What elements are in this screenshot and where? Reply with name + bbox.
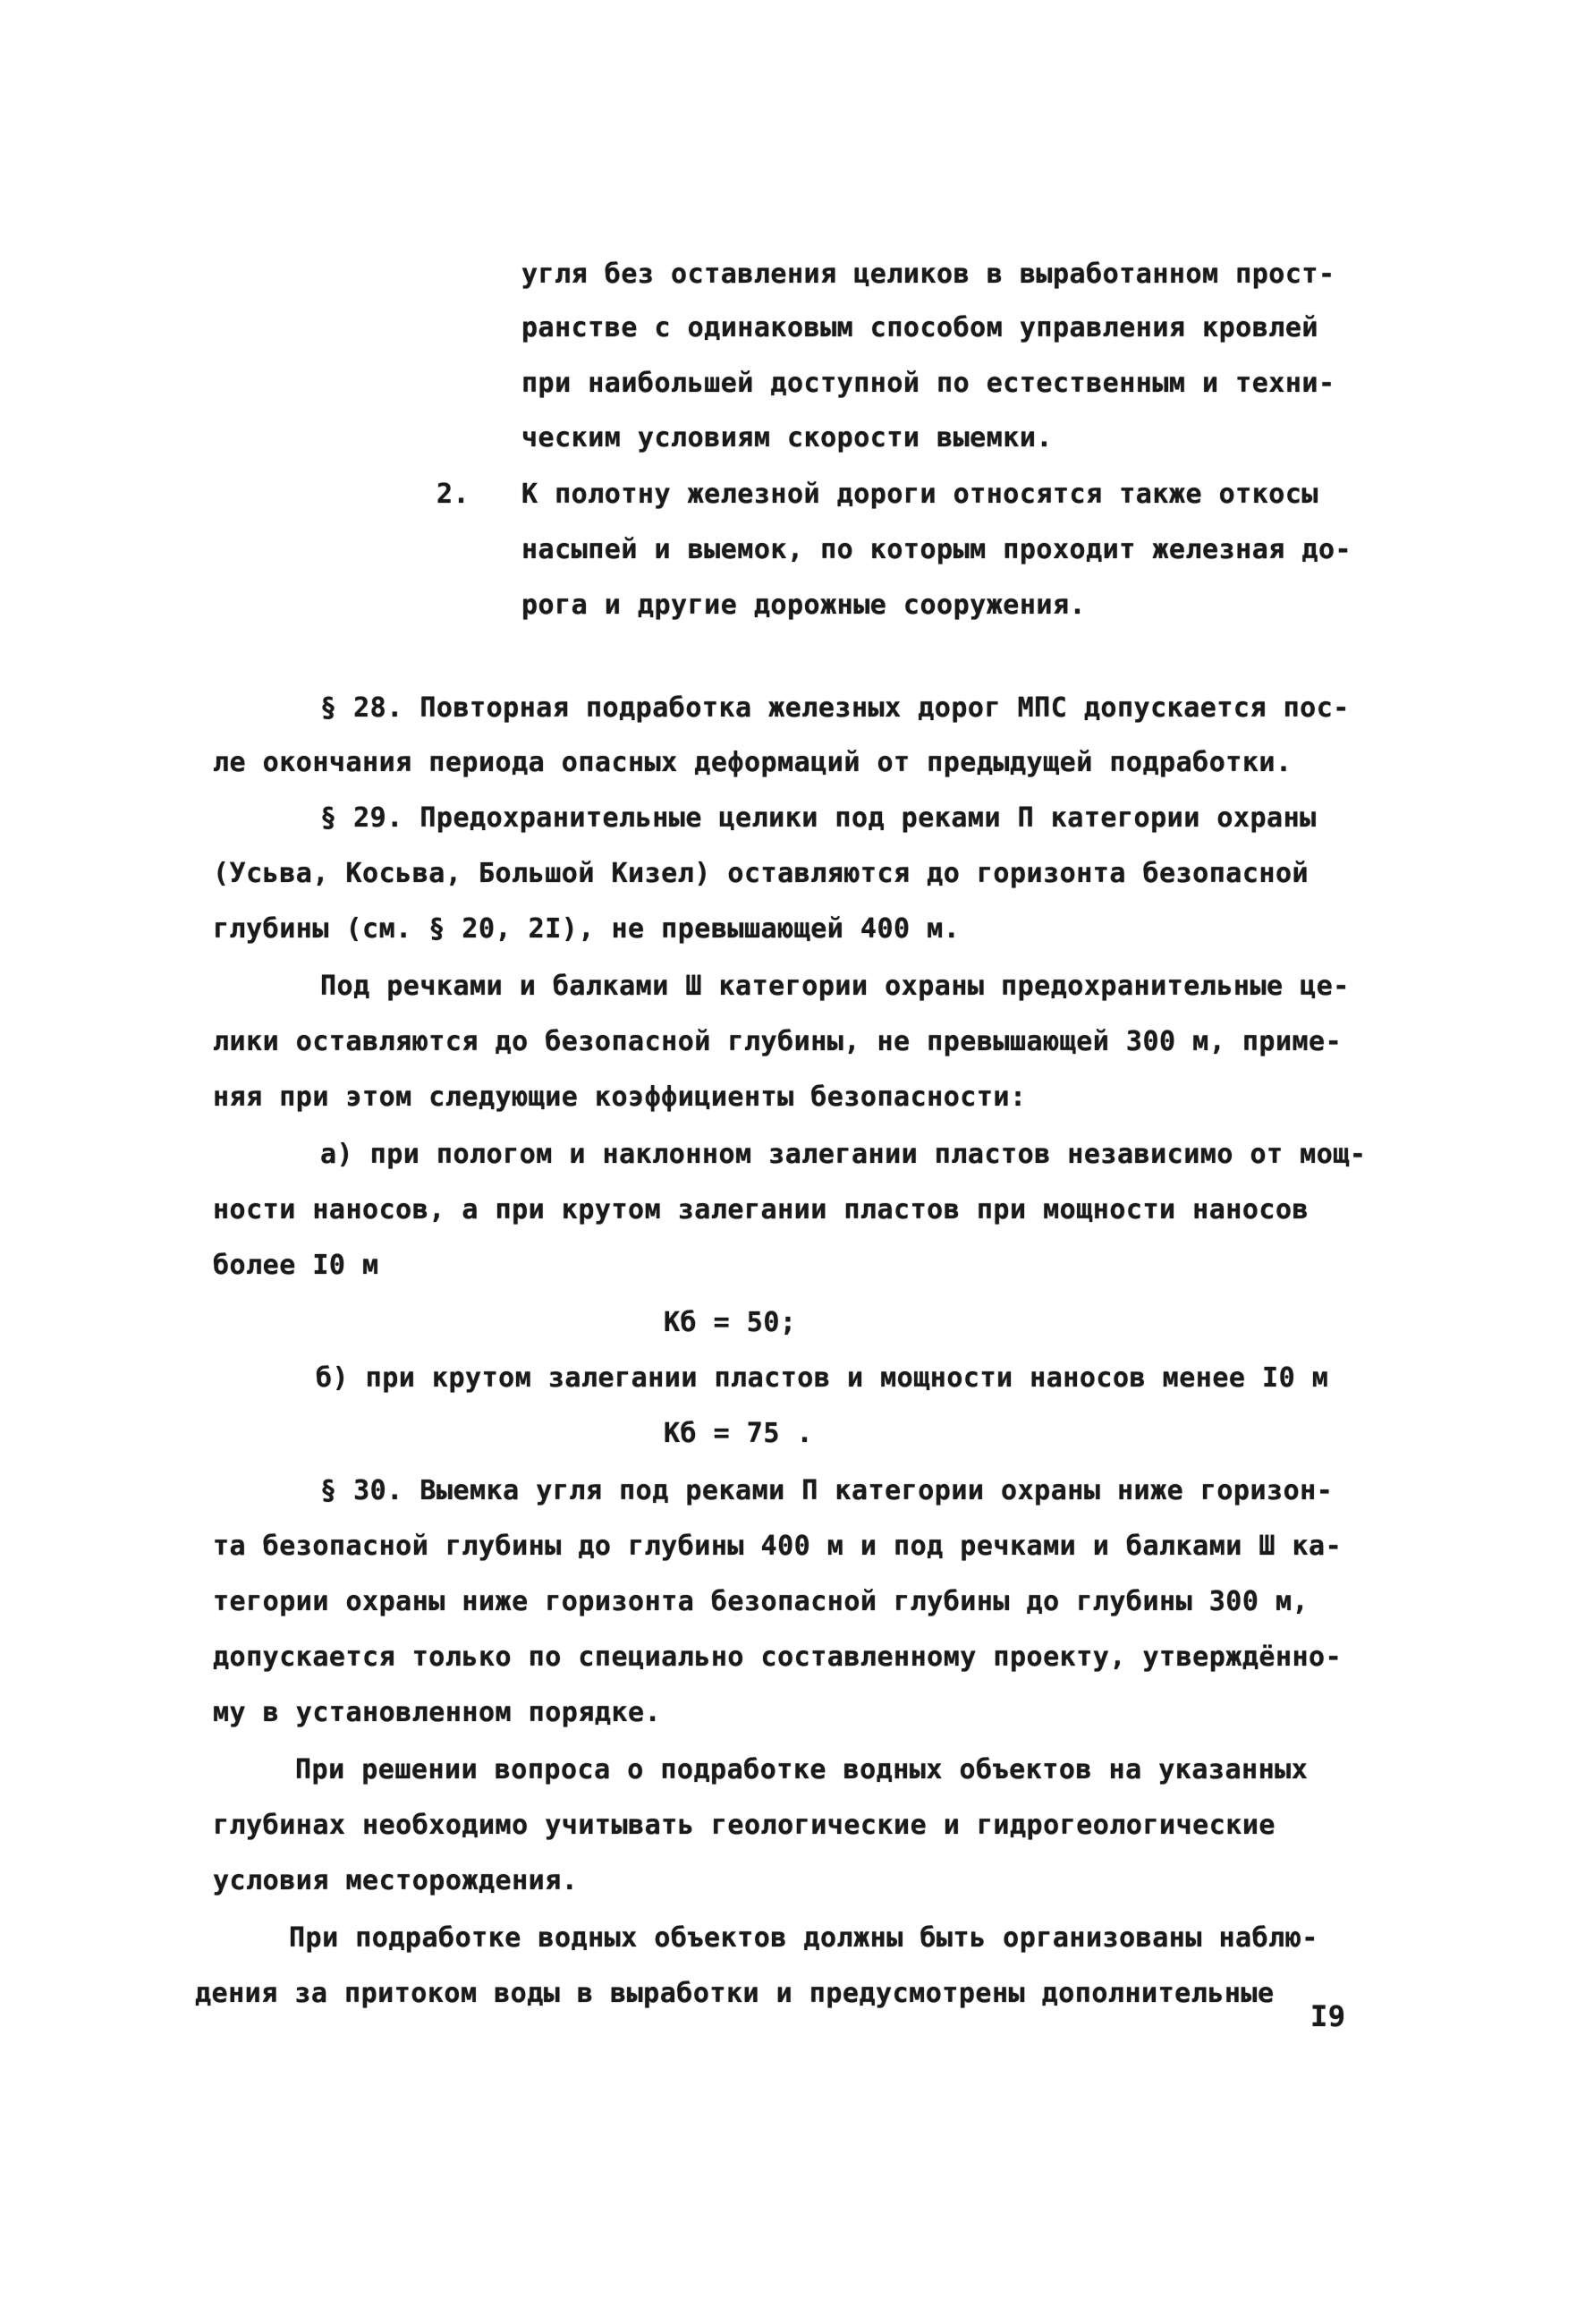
water-line-3: условия месторождения. xyxy=(213,1865,579,1896)
s30-line-4: допускается только по специально составленному проекту, утверждённо- xyxy=(213,1641,1343,1673)
note2-number: 2. xyxy=(437,479,470,510)
s28-line-1: § 28. Повторная подработка железных дорог МПС допускается пос- xyxy=(320,692,1350,724)
note1-line-3: при наибольшей доступной по естественным и техни- xyxy=(521,368,1335,399)
item-a-line-2: ности наносов, а при крутом залегании пластов при мощности наносов xyxy=(213,1194,1310,1226)
s29-line-1: § 29. Предохранительные целики под реками П категории охраны xyxy=(320,802,1317,834)
s30-line-2: та безопасной глубины до глубины 400 м и под речками и балками Ш ка- xyxy=(213,1531,1343,1562)
note2-line-2: насыпей и выемок, по которым проходит железная до- xyxy=(521,534,1352,565)
page-number: I9 xyxy=(1310,1999,1346,2033)
water-line-2: глубинах необходимо учитывать геологические и гидрогеологические xyxy=(213,1810,1276,1841)
note1-line-2: ранстве с одинаковым способом управления кровлей xyxy=(521,312,1318,344)
observe-line-1: При подработке водных объектов должны быть организованы наблю- xyxy=(289,1922,1318,1954)
item-a-line-3: более I0 м xyxy=(213,1250,379,1281)
rivers-line-2: лики оставляются до безопасной глубины, не превышающей 300 м, приме- xyxy=(213,1026,1343,1057)
item-a-formula: Кб = 50; xyxy=(664,1307,797,1338)
item-b-line-1: б) при крутом залегании пластов и мощности наносов менее I0 м xyxy=(316,1362,1329,1394)
rivers-line-3: няя при этом следующие коэффициенты безопасности: xyxy=(213,1081,1027,1113)
item-a-line-1: а) при пологом и наклонном залегании пластов независимо от мощ- xyxy=(320,1139,1367,1170)
s29-line-2: (Усьва, Косьва, Большой Кизел) оставляются до горизонта безопасной xyxy=(213,858,1310,889)
s30-line-5: му в установленном порядке. xyxy=(213,1697,662,1728)
note2-line-1: К полотну железной дороги относятся также откосы xyxy=(521,479,1318,510)
s29-line-3: глубины (см. § 20, 2I), не превышающей 400 м. xyxy=(213,913,961,945)
note1-line-1: угля без оставления целиков в выработанном прост- xyxy=(521,259,1335,290)
item-b-formula: Кб = 75 . xyxy=(664,1418,814,1449)
s30-line-3: тегории охраны ниже горизонта безопасной глубины до глубины 300 м, xyxy=(213,1586,1310,1617)
note1-line-4: ческим условиям скорости выемки. xyxy=(521,422,1053,454)
note2-line-3: рога и другие дорожные сооружения. xyxy=(521,589,1087,621)
s30-line-1: § 30. Выемка угля под реками П категории охраны ниже горизон- xyxy=(320,1475,1334,1506)
s28-line-2: ле окончания периода опасных деформаций от предыдущей подработки. xyxy=(213,747,1293,778)
observe-line-2: дения за притоком воды в выработки и предусмотрены дополнительные xyxy=(195,1978,1275,2009)
water-line-1: При решении вопроса о подработке водных объектов на указанных xyxy=(295,1754,1309,1785)
rivers-line-1: Под речками и балками Ш категории охраны предохранительные це- xyxy=(320,971,1350,1002)
